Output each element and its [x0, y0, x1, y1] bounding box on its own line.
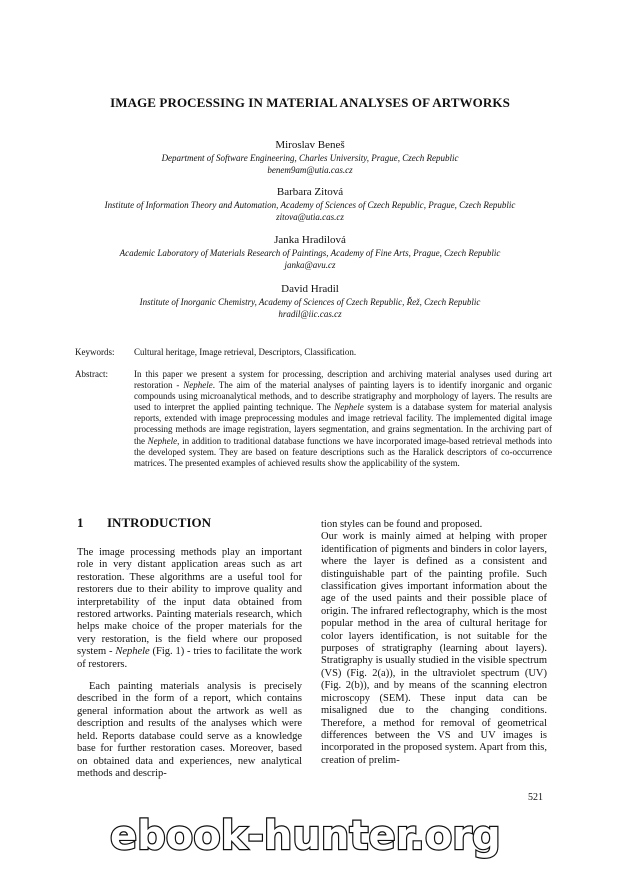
- keywords-label: Keywords:: [75, 347, 115, 357]
- nephele-term: Nephele: [147, 435, 178, 446]
- paper-title: IMAGE PROCESSING IN MATERIAL ANALYSES OF ARTWORKS: [110, 95, 510, 110]
- author-email: benem9am@utia.cas.cz: [267, 165, 353, 175]
- author-block: [40, 234, 580, 271]
- nephele-term: Nephele: [183, 380, 213, 391]
- section-heading: [77, 515, 211, 531]
- abstract-part: , in addition to traditional database functions we have incorporated image-based retrieval methods into the developed system. They are based on feature descriptions such as the Haralick descriptors of co-occurrence matrices. The presented examples of achieved results show the applicability of the system.: [134, 435, 552, 468]
- abstract-label: Abstract:: [75, 369, 108, 379]
- paragraph-text: (Fig. 1) - tries to facilitate the work of restorers.: [77, 646, 303, 670]
- author-block: [40, 186, 580, 223]
- abstract-part: In this paper we present a system for processing, description and archiving material analyses used during art restoration -: [134, 369, 552, 391]
- abstract-part: system is a database system for material analysis reports, extended with image preprocessing modules and image retrieval facility. The implemented digital image processing methods are image registration, layers segmentation, and grains segmentation. In the archiving part of the: [134, 402, 553, 446]
- author-name: Janka Hradilová: [274, 234, 346, 246]
- author-email: hradil@iic.cas.cz: [278, 309, 342, 319]
- author-affiliation: Academic Laboratory of Materials Research of Paintings, Academy of Fine Arts, Prague, Czech Republic: [119, 248, 501, 258]
- left-column: [77, 547, 302, 780]
- paragraph: [77, 547, 302, 671]
- author-affiliation: Institute of Inorganic Chemistry, Academy of Sciences of Czech Republic, Řež, Czech Republic: [139, 297, 481, 307]
- right-column: [321, 519, 547, 767]
- paragraph: Our work is mainly aimed at helping with proper identification of pigments and binders in color layers, where the layer is defined as a consistent and distinguishable part of the painting profile. Such classification gives important information about the age of the used paints and their possible place of origin. The infrared reflectography, which is the most popular method in the area of cultural heritage for color layers identification, is not suitable for the purposes of stratigraphy (learning about layers). Stratigraphy is usually studied in the visible spectrum (VS) (Fig. 2(a)), in the ultraviolet spectrum (UV) (Fig. 2(b)), and by means of the scanning electron microscopy (SEM). These input data can be misaligned due to the changing conditions. Therefore, a method for removal of geometrical differences between the VS and UV images is incorporated in the proposed system. Apart from this, creation of prelim-: [321, 531, 547, 766]
- paragraph-text: The image processing methods play an important role in very distant application areas such as art restoration. These algorithms are a useful tool for restorers due to their ability to improve quality and interpretability of the input data obtained from restored artworks. Painting materials research, which helps make choice of the proper materials for the very restoration, is the field where our proposed system -: [77, 547, 302, 658]
- author-email: janka@avu.cz: [284, 260, 336, 270]
- nephele-term: Nephele: [115, 646, 150, 658]
- author-email: zitova@utia.cas.cz: [276, 212, 344, 222]
- author-block: [40, 283, 580, 320]
- abstract-text: [134, 369, 552, 469]
- abstract-part: . The aim of the material analyses of painting layers is to identify inorganic and organic compounds using microanalytical methods, and to describe stratigraphy and morphology of layers. The results are used to interpret the applied painting technique. The: [134, 380, 552, 413]
- section-title: INTRODUCTION: [107, 515, 212, 530]
- section-number: 1: [77, 515, 84, 530]
- author-name: Miroslav Beneš: [275, 139, 345, 151]
- paragraph: Each painting materials analysis is precisely described in the form of a report, which contains general information about the artwork as well as description and results of the analyses which were held. Reports database could serve as a knowledge base for further restoration cases. Moreover, based on obtained data and experiences, new analytical methods and descrip-: [77, 681, 302, 779]
- nephele-term: Nephele: [334, 402, 364, 413]
- watermark: [110, 805, 620, 865]
- author-block: [40, 139, 580, 176]
- author-name: David Hradil: [281, 283, 339, 295]
- author-name: Barbara Zitová: [276, 186, 344, 198]
- keywords-text: Cultural heritage, Image retrieval, Descriptors, Classification.: [134, 347, 357, 357]
- author-affiliation: Institute of Information Theory and Automation, Academy of Sciences of Czech Republic, Prague, Czech Republic: [104, 200, 516, 210]
- watermark-text: ebook-hunter.org: [110, 813, 501, 859]
- author-affiliation: Department of Software Engineering, Charles University, Prague, Czech Republic: [161, 153, 459, 163]
- page-number: 521: [528, 792, 543, 803]
- paragraph: tion styles can be found and proposed.: [321, 519, 483, 530]
